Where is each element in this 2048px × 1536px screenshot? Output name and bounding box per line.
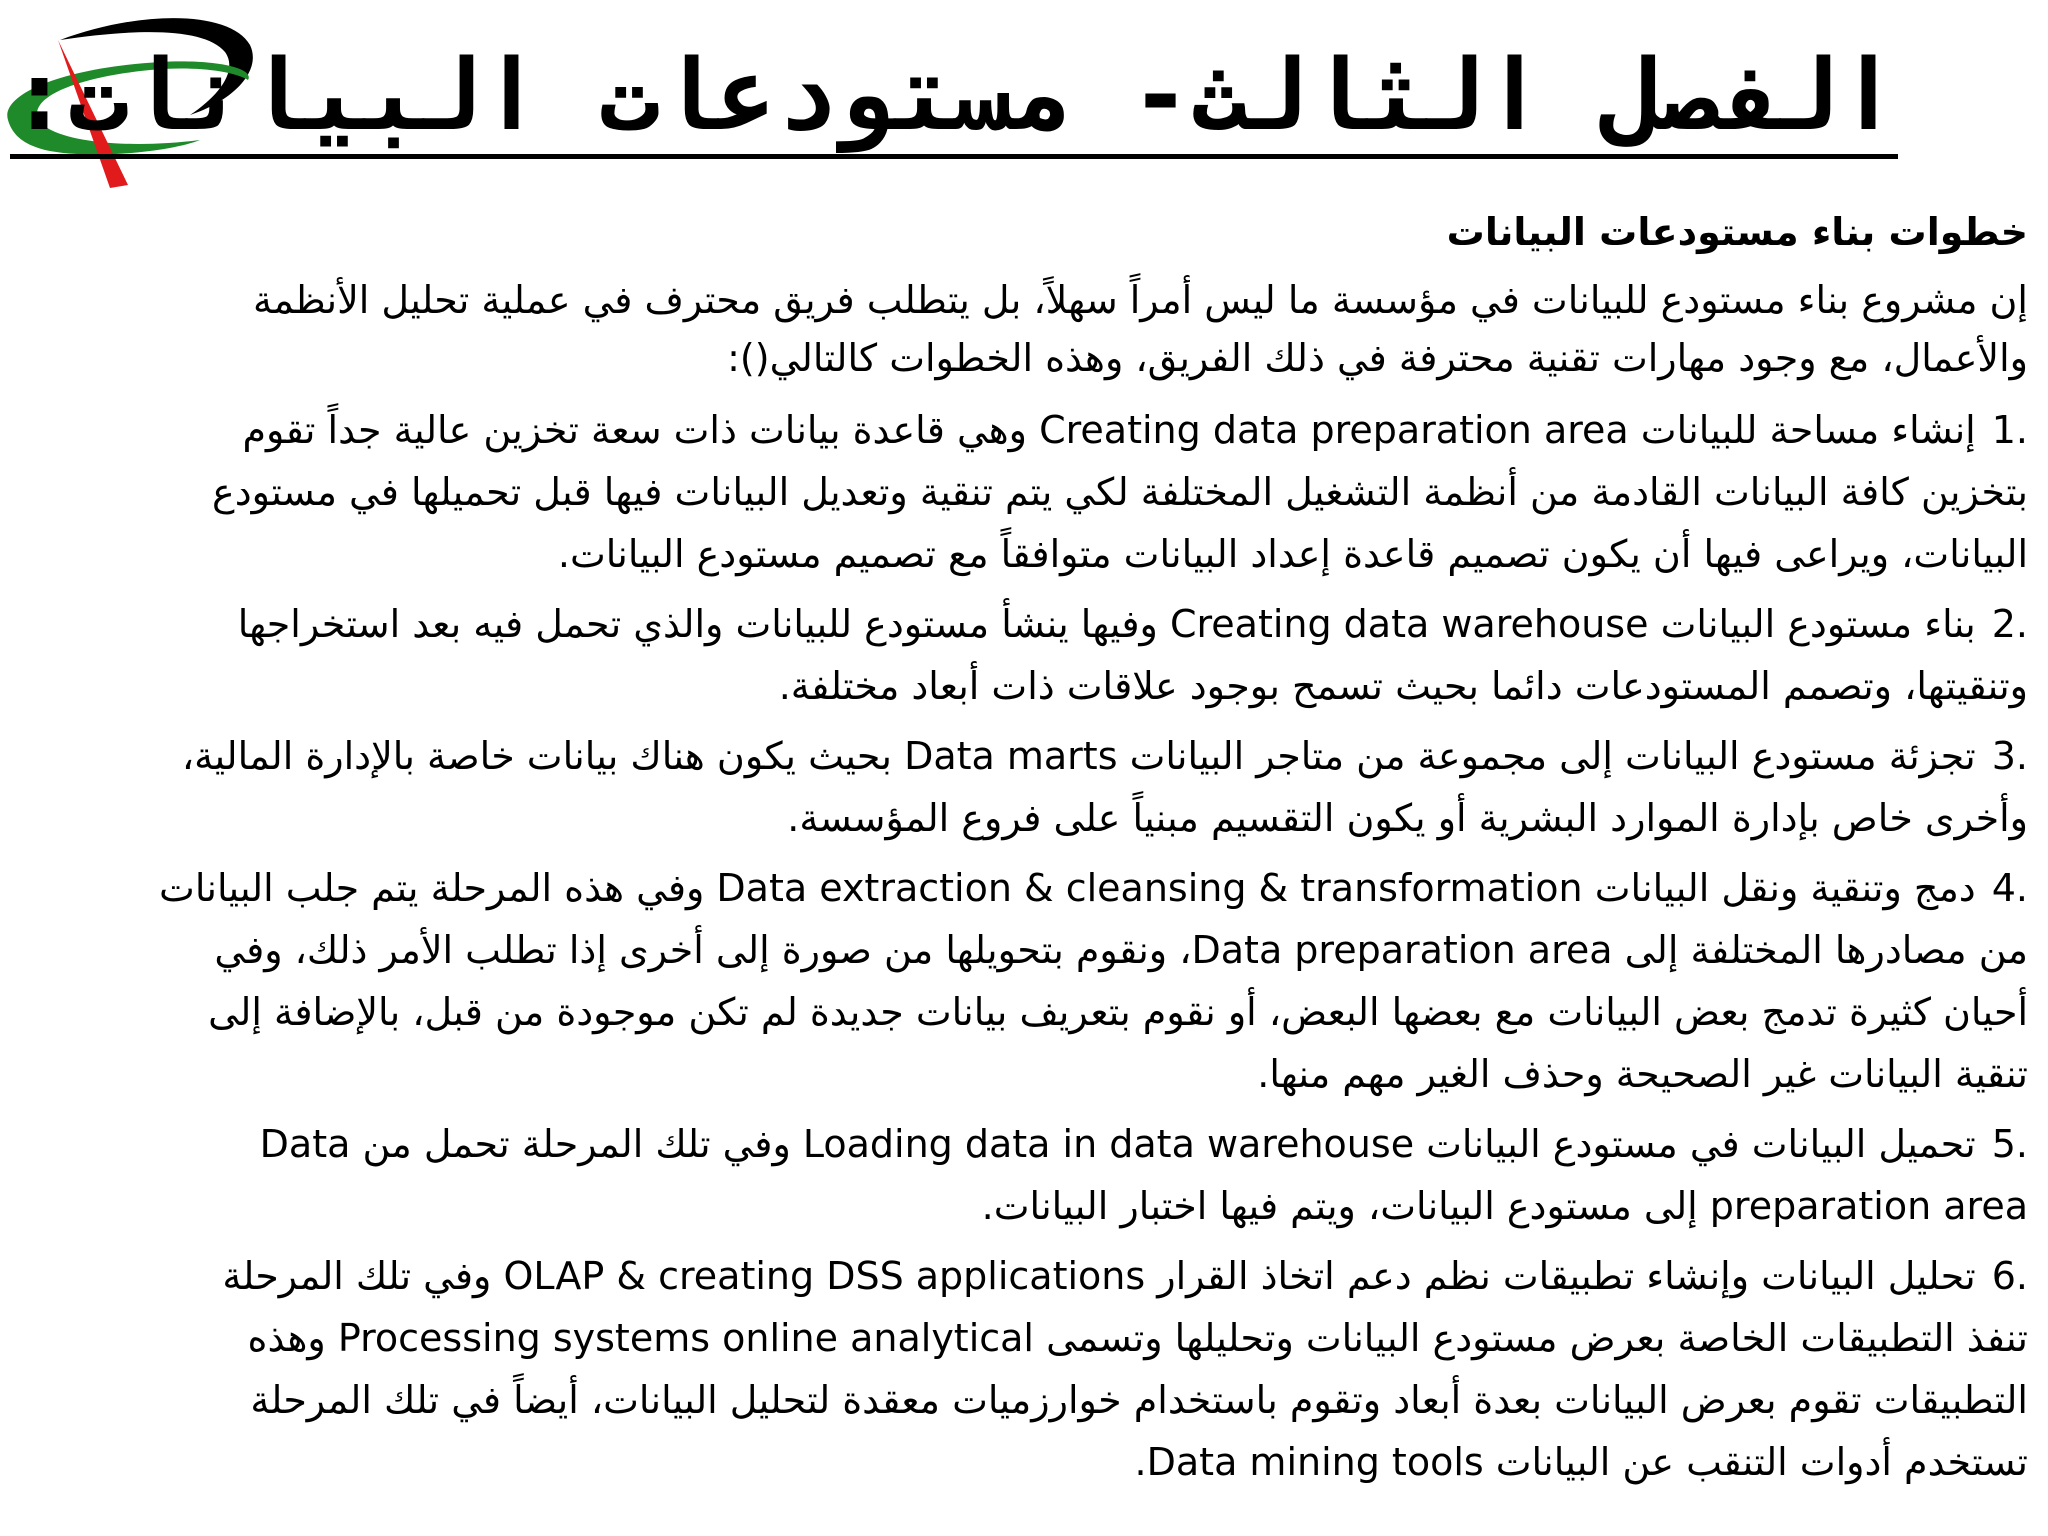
step-number: 5.	[1991, 1122, 2028, 1166]
list-item	[150, 725, 2028, 849]
step-text: تحليل البيانات وإنشاء تطبيقات نظم دعم اتخاذ القرار OLAP & creating DSS applications وفي تلك المرحلة تنفذ التطبيقات الخاصة بعرض مستودع البيانات وتحليلها وتسمى Processing systems online analytical وهذه التطبيقات تقوم بعرض البيانات بعدة أبعاد وتقوم باستخدام خوارزميات معقدة لتحليل البيانات، أيضاً في تلك المرحلة تستخدم أدوات التنقب عن البيانات Data mining tools.	[222, 1254, 2028, 1484]
step-number: 2.	[1991, 602, 2028, 646]
page-title: الفصل الثالث- مستودعات البيانات:	[10, 40, 1898, 159]
list-item	[150, 593, 2028, 717]
step-number: 6.	[1991, 1254, 2028, 1298]
list-item	[150, 857, 2028, 1105]
section-heading: خطوات بناء مستودعات البيانات	[1446, 210, 2028, 254]
list-item	[150, 1113, 2028, 1237]
step-text: دمج وتنقية ونقل البيانات Data extraction & cleansing & transformation وفي هذه المرحلة يتم جلب البيانات من مصادرها المختلفة إلى Data preparation area، ونقوم بتحويلها من صورة إلى أخرى إذا تطلب الأمر ذلك، وفي أحيان كثيرة تدمج بعض البيانات مع بعضها البعض، أو نقوم بتعريف بيانات جديدة لم تكن موجودة من قبل، بالإضافة إلى تنقية البيانات غير الصحيحة وحذف الغير مهم منها.	[159, 866, 2028, 1096]
main-content	[150, 205, 2028, 1501]
intro-paragraph: إن مشروع بناء مستودع للبيانات في مؤسسة ما ليس أمراً سهلاً، بل يتطلب فريق محترف في عملية تحليل الأنظمة والأعمال، مع وجود مهارات تقنية محترفة في ذلك الفريق، وهذه الخطوات كالتالي():	[253, 278, 2028, 380]
title-area	[9, 39, 1898, 160]
step-text: إنشاء مساحة للبيانات Creating data preparation area وهي قاعدة بيانات ذات سعة تخزين عالية جداً تقوم بتخزين كافة البيانات القادمة من أنظمة التشغيل المختلفة لكي يتم تنقية وتعديل البيانات فيها قبل تحميلها في مستودع البيانات، ويراعى فيها أن يكون تصميم قاعدة إعداد البيانات متوافقاً مع تصميم مستودع البيانات.	[212, 408, 2028, 576]
list-item	[150, 399, 2028, 585]
step-number: 4.	[1991, 866, 2028, 910]
step-text: تجزئة مستودع البيانات إلى مجموعة من متاجر البيانات Data marts بحيث يكون هناك بيانات خاصة بالإدارة المالية، وأخرى خاص بإدارة الموارد البشرية أو يكون التقسيم مبنياً على فروع المؤسسة.	[181, 734, 2028, 840]
list-item	[150, 1245, 2028, 1493]
steps-list	[150, 399, 2028, 1493]
step-text: تحميل البيانات في مستودع البيانات Loading data in data warehouse وفي تلك المرحلة تحمل من Data preparation area إلى مستودع البيانات، ويتم فيها اختبار البيانات.	[259, 1122, 2028, 1228]
step-text: بناء مستودع البيانات Creating data warehouse وفيها ينشأ مستودع للبيانات والذي تحمل فيه بعد استخراجها وتنقيتها، وتصمم المستودعات دائما بحيث تسمح بوجود علاقات ذات أبعاد مختلفة.	[237, 602, 2028, 708]
step-number: 3.	[1991, 734, 2028, 778]
step-number: 1.	[1991, 408, 2028, 452]
